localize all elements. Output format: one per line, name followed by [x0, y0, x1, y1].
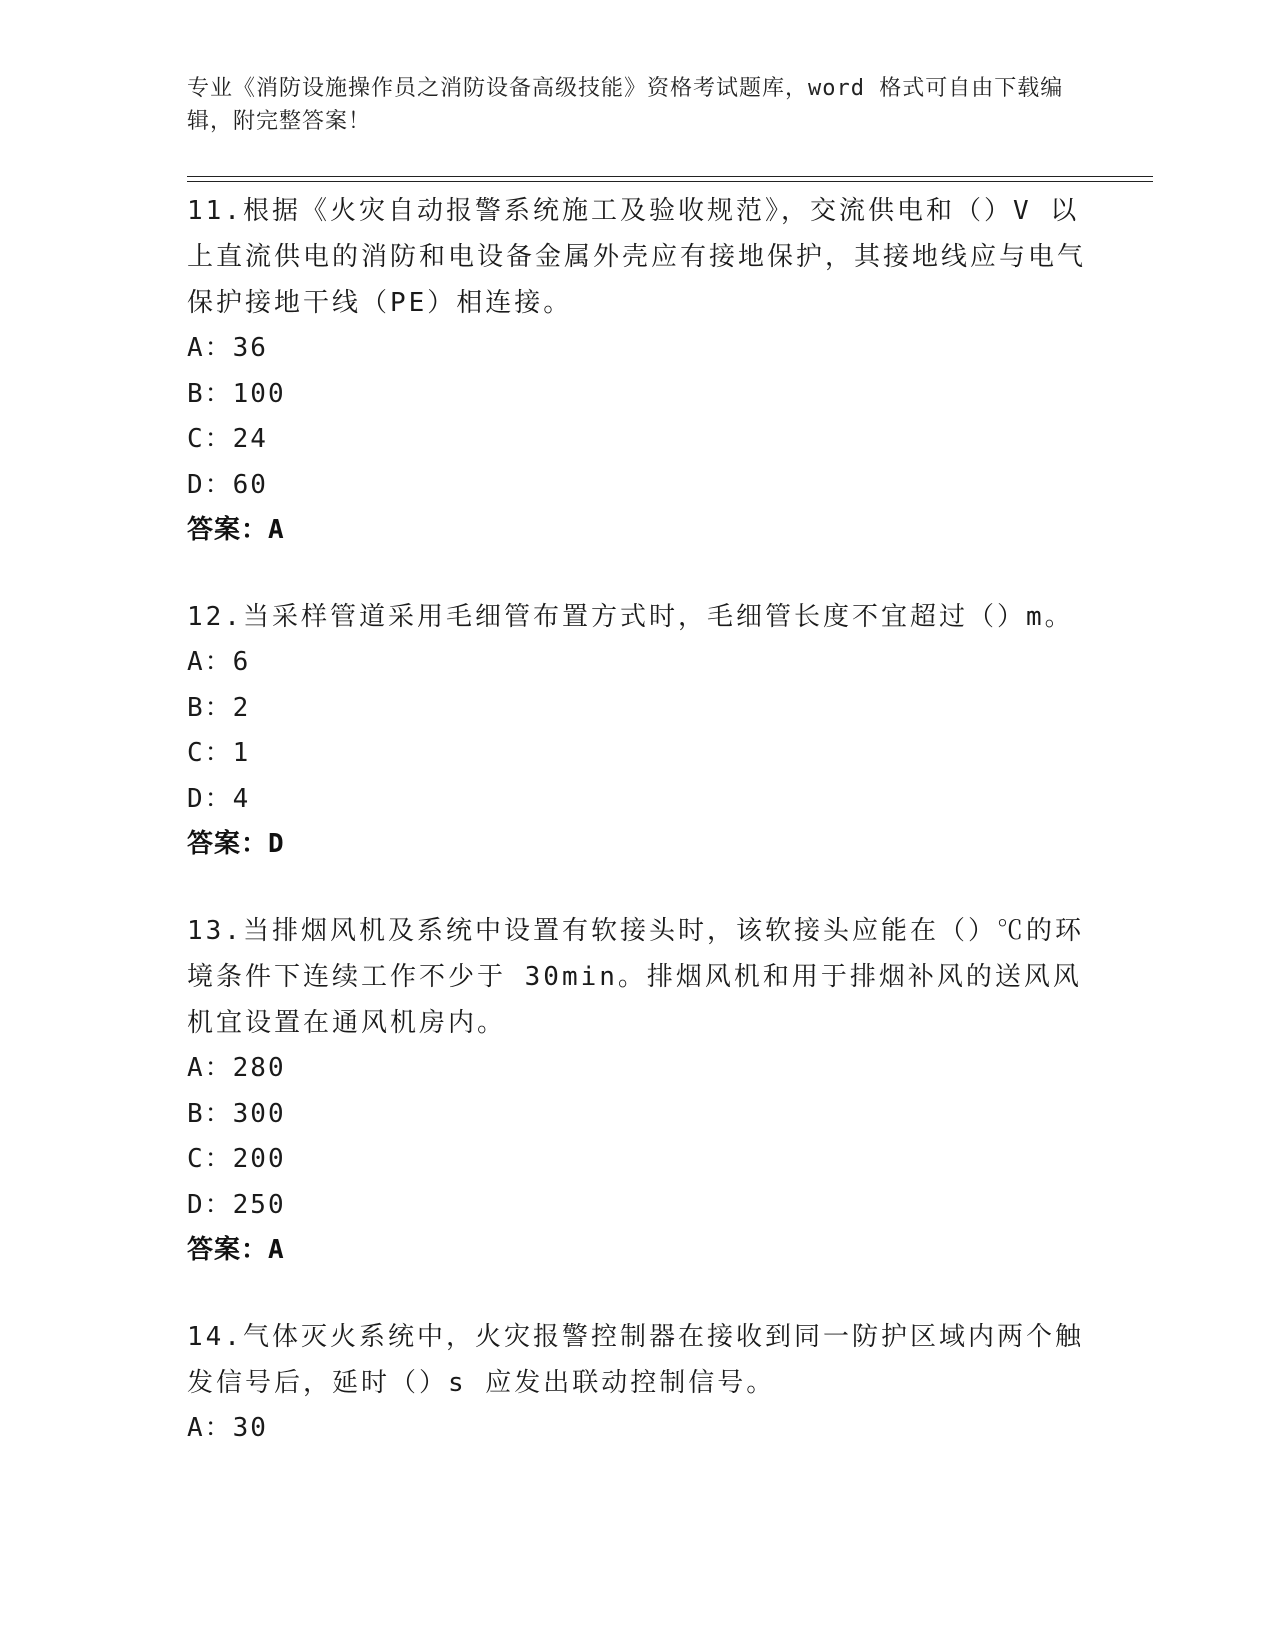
- option-d: D：250: [187, 1189, 286, 1220]
- option-d: D：60: [187, 469, 268, 500]
- question-stem: 11.根据《火灾自动报警系统施工及验收规范》，交流供电和（）V 以上直流供电的消防和电设备金属外壳应有接地保护，其接地线应与电气保护接地干线（PE）相连接。: [187, 196, 1087, 318]
- option-a: A：30: [187, 1413, 268, 1443]
- option-b: B：100: [187, 378, 286, 409]
- question-spacer: [187, 867, 1087, 908]
- question-12: [187, 594, 1087, 867]
- option-a: A：36: [187, 333, 268, 363]
- header-divider-top: [187, 176, 1153, 177]
- option-c: C：200: [187, 1144, 286, 1174]
- option-d: D：4: [187, 783, 251, 814]
- question-spacer: [187, 553, 1087, 594]
- question-stem: 13.当排烟风机及系统中设置有软接头时，该软接头应能在（）℃的环境条件下连续工作不少于 30min。排烟风机和用于排烟补风的送风风机宜设置在通风机房内。: [187, 916, 1084, 1038]
- option-c: C：24: [187, 424, 268, 454]
- option-a: A：6: [187, 647, 251, 677]
- option-b: B：300: [187, 1098, 286, 1129]
- option-b: B：2: [187, 692, 251, 723]
- answer-line: 答案：D: [187, 829, 285, 859]
- question-list: [187, 188, 1087, 1452]
- option-c: C：1: [187, 738, 251, 768]
- answer-line: 答案：A: [187, 515, 285, 545]
- question-stem: 14.气体灭火系统中，火灾报警控制器在接收到同一防护区域内两个触发信号后，延时（）s 应发出联动控制信号。: [187, 1322, 1084, 1398]
- option-a: A：280: [187, 1053, 286, 1083]
- question-stem: 12.当采样管道采用毛细管布置方式时，毛细管长度不宜超过（）m。: [187, 602, 1074, 632]
- question-spacer: [187, 1273, 1087, 1314]
- question-11: [187, 188, 1087, 553]
- header-divider-bottom: [187, 181, 1153, 182]
- question-14: [187, 1314, 1087, 1452]
- answer-line: 答案：A: [187, 1235, 285, 1265]
- document-header: 专业《消防设施操作员之消防设备高级技能》资格考试题库，word 格式可自由下载编辑，附完整答案！: [187, 76, 1064, 134]
- question-13: [187, 908, 1087, 1273]
